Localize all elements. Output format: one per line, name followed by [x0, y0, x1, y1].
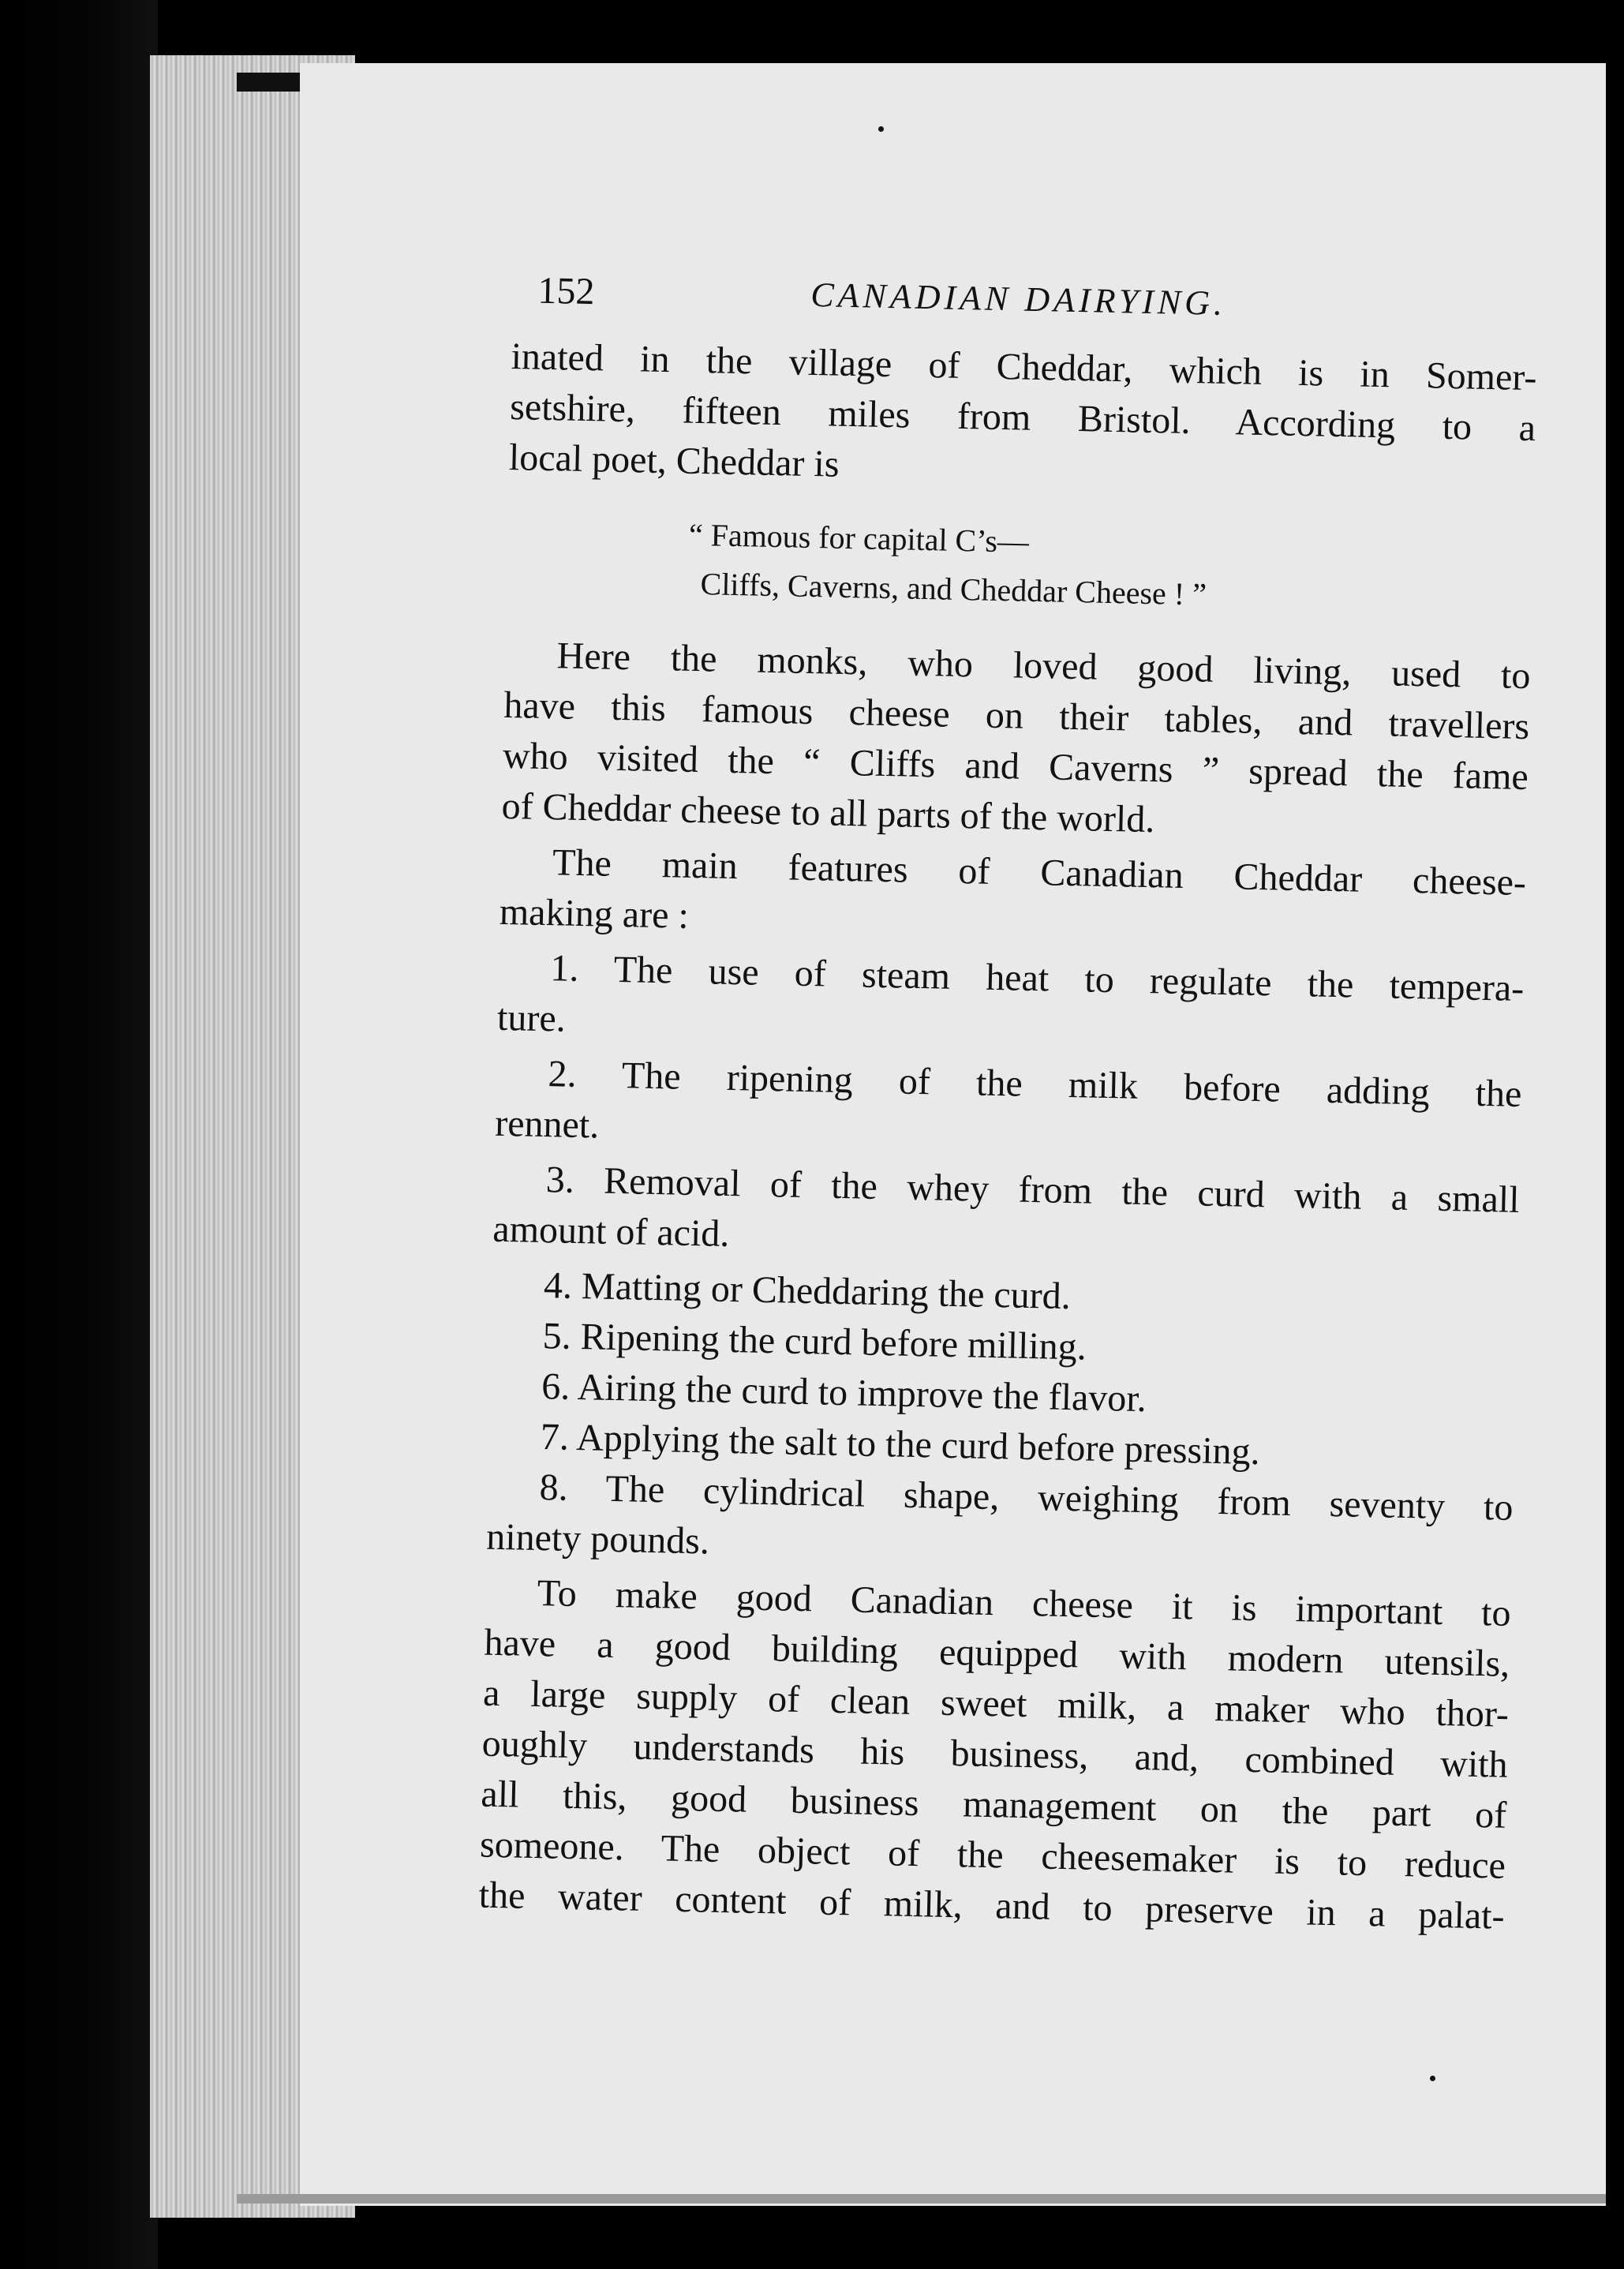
- list-item: [492, 1154, 1520, 1276]
- text-line: amount of acid.: [492, 1208, 730, 1256]
- running-title: CANADIAN DAIRYING.: [810, 275, 1227, 323]
- scan-left-shadow: [0, 0, 158, 2269]
- list-item: 6. Airing the curd to improve the flavor.: [541, 1365, 1147, 1421]
- paragraph: [501, 630, 1531, 853]
- text-line: inated in the village of Cheddar, which is in Somer-: [511, 335, 1537, 399]
- text-line: of Cheddar cheese to all parts of the world.: [501, 784, 1155, 841]
- text-line: local poet, Cheddar is: [508, 436, 840, 485]
- scan-right-edge: [1606, 63, 1624, 2269]
- text-line: have this famous cheese on their tables, and travellers: [503, 683, 1530, 748]
- text-line: To make good Canadian cheese it is important to: [537, 1572, 1512, 1634]
- text-line: rennet.: [494, 1102, 600, 1147]
- text-line: who visited the “ Cliffs and Caverns ” spread the fame: [502, 734, 1529, 799]
- text-line: making are :: [499, 890, 690, 937]
- text-line: someone. The object of the cheesemaker is to reduce: [479, 1823, 1506, 1887]
- text-line: setshire, fifteen miles from Bristol. According to a: [509, 385, 1536, 450]
- text-line: ture.: [496, 996, 567, 1040]
- text-line: ninety pounds.: [485, 1515, 710, 1563]
- page-bottom-edge: [237, 2194, 1606, 2203]
- text-line: oughly understands his business, and, combined with: [481, 1722, 1509, 1786]
- text-line: 2. The ripening of the milk before adding the: [548, 1053, 1522, 1115]
- list-item: [486, 1462, 1514, 1584]
- text-line: a large supply of clean sweet milk, a maker who thor-: [482, 1672, 1510, 1735]
- scan-speck: [878, 126, 884, 132]
- scan-speck: [1430, 2076, 1435, 2081]
- text-line: have a good building equipped with modern utensils,: [483, 1621, 1510, 1685]
- text-line: 8. The cylindrical shape, weighing from seventy to: [539, 1466, 1514, 1529]
- text-line: 3. Removal of the whey from the curd with a small: [545, 1159, 1521, 1221]
- list-item: 7. Applying the salt to the curd before pressing.: [540, 1416, 1261, 1473]
- page-number: 152: [537, 269, 595, 313]
- list-item: 5. Ripening the curd before milling.: [542, 1315, 1087, 1369]
- verse-quotation: [506, 507, 1533, 626]
- verse-line: “ Famous for capital C’s—: [688, 516, 1030, 560]
- text-line: Here the monks, who loved good living, used to: [556, 635, 1532, 698]
- text-line: The main features of Canadian Cheddar cheese-: [552, 841, 1527, 904]
- paragraph: [499, 837, 1526, 959]
- verse-line: Cliffs, Caverns, and Cheddar Cheese ! ”: [700, 566, 1207, 612]
- paragraph: [478, 1567, 1511, 1942]
- text-line: all this, good business management on the part of: [480, 1773, 1507, 1837]
- features-list: [486, 938, 1525, 1584]
- page-text: [478, 268, 1539, 1942]
- text-line: the water content of milk, and to preserve in a palat-: [478, 1874, 1506, 1938]
- paragraph-continued: [508, 331, 1537, 504]
- list-item: 4. Matting or Cheddaring the curd.: [543, 1264, 1072, 1318]
- text-line: 1. The use of steam heat to regulate the tempera-: [549, 947, 1525, 1010]
